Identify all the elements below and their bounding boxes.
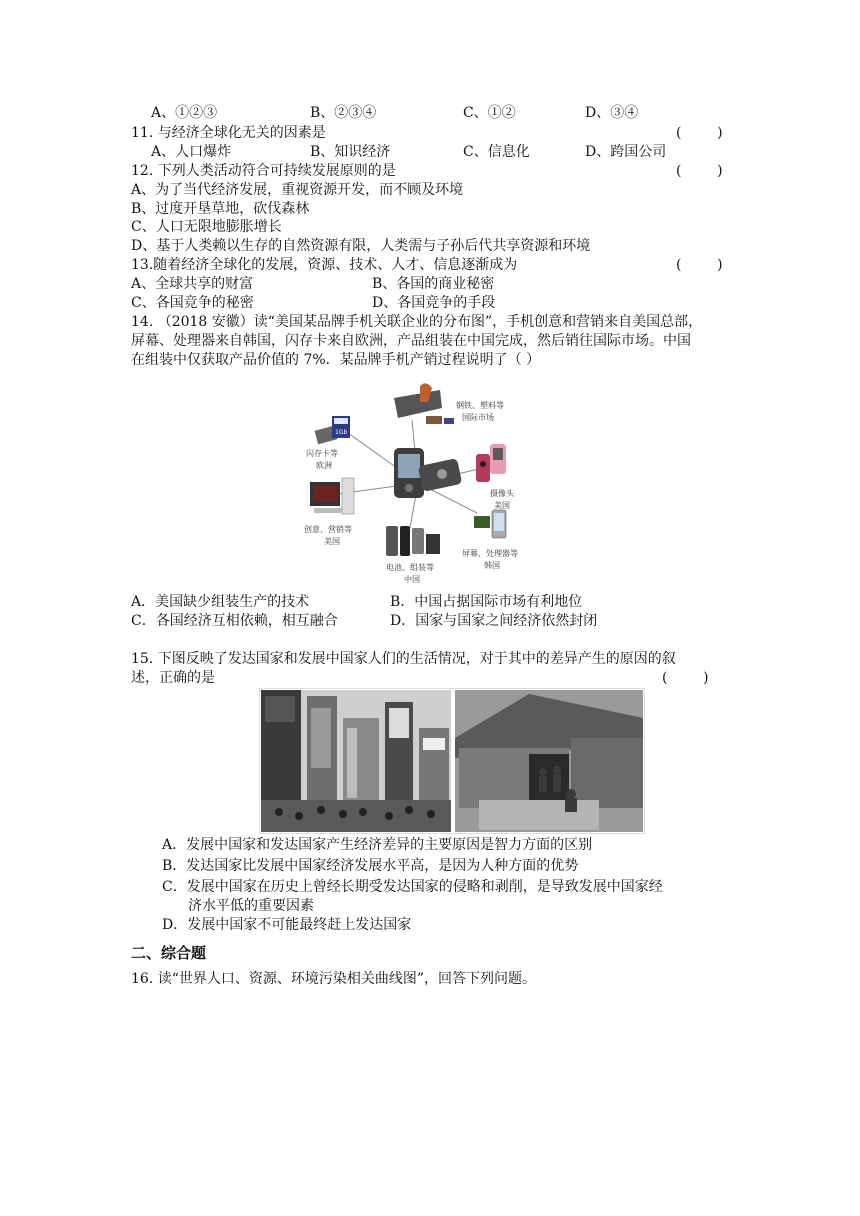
camera-phone-icon [476, 444, 506, 482]
q11-answer-paren: ( ) [676, 125, 723, 141]
q11-stem: 11. 与经济全球化无关的因素是 [131, 125, 326, 141]
screen-label-line-2: 韩国 [484, 561, 500, 570]
q15-option-b: B．发达国家比发展中国家经济发展水平高，是因为人种方面的优势 [162, 858, 579, 874]
q13-option-d: D、各国竞争的手段 [372, 295, 496, 311]
q12-answer-paren: ( ) [676, 163, 723, 179]
flash-card-icon [315, 416, 350, 444]
q12-option-b: B、过度开垦草地，砍伐森林 [131, 201, 310, 217]
q14-stem-line-3: 在组装中仅获取产品价值的 7%．某品牌手机产销过程说明了（ ） [131, 352, 541, 368]
screen-processor-icon [474, 510, 506, 538]
battery-label-line-1: 电池、组装等 [386, 563, 434, 572]
q13-option-a: A、全球共享的财富 [131, 276, 254, 292]
developed-vs-developing-photos [259, 688, 645, 834]
q14-stem-line-1: 14. （2018 安徽）读“美国某品牌手机关联企业的分布图”，手机创意和营销来自美国总部， [131, 314, 703, 330]
q12-option-a: A、为了当代经济发展，重视资源开发，而不顾及环境 [131, 182, 464, 198]
q14-option-a: A．美国缺少组装生产的技术 [131, 594, 310, 610]
screen-label-line-1: 屏幕、处理器等 [462, 549, 518, 558]
q11-option-c: C、信息化 [463, 144, 530, 160]
q13-stem: 13.随着经济全球化的发展，资源、技术、人才、信息逐渐成为 [131, 257, 518, 273]
design-label-line-1: 创意、营销等 [304, 525, 352, 534]
q10-option-b: B、②③④ [310, 105, 377, 121]
q10-option-a: A、①②③ [151, 105, 218, 121]
q14-option-c: C．各国经济互相依赖，相互融合 [131, 613, 338, 629]
q16-stem: 16. 读“世界人口、资源、环境污染相关曲线图”，回答下列问题。 [131, 971, 537, 987]
q13-answer-paren: ( ) [676, 257, 723, 273]
q13-option-b: B、各国的商业秘密 [372, 276, 495, 292]
q15-answer-paren: ( ) [662, 670, 709, 686]
city-street-photo [261, 690, 451, 832]
center-phone-icon [394, 448, 462, 498]
q14-option-b: B．中国占据国际市场有利地位 [390, 594, 583, 610]
q15-option-d: D．发展中国家不可能最终赶上发达国家 [162, 917, 412, 933]
q12-stem: 12. 下列人类活动符合可持续发展原则的是 [131, 163, 396, 179]
q15-stem-line-1: 15. 下图反映了发达国家和发展中国家人们的生活情况，对于其中的差异产生的原因的叙 [131, 651, 676, 667]
battery-label-line-2: 中国 [404, 575, 420, 584]
q15-option-c-line-1: C．发展中国家在历史上曾经长期受发达国家的侵略和剥削，是导致发展中国家经 [162, 879, 663, 895]
steel-label-line-2: 国际市场 [462, 413, 494, 422]
q13-option-c: C、各国竞争的秘密 [131, 295, 254, 311]
flash-label-line-2: 欧洲 [316, 461, 332, 470]
steel-plastic-icon [394, 383, 454, 424]
q10-option-d: D、③④ [585, 105, 639, 121]
q12-option-d: D、基于人类赖以生存的自然资源有限，人类需与子孙后代共享资源和环境 [131, 238, 591, 254]
q14-option-d: D．国家与国家之间经济依然封闭 [390, 613, 598, 629]
q15-stem-line-2: 述，正确的是 [131, 670, 215, 686]
camera-label-line-1: 摄像头 [490, 489, 514, 498]
camera-label-line-2: 美国 [494, 501, 510, 510]
steel-label-line-1: 钢铁、塑料等 [456, 401, 504, 410]
flash-label-line-1: 闪存卡等 [306, 449, 338, 458]
q11-option-b: B、知识经济 [310, 144, 391, 160]
sd-card-text: 1Gb [335, 429, 348, 436]
q11-option-d: D、跨国公司 [585, 144, 667, 160]
q15-option-c-line-2: 济水平低的重要因素 [188, 898, 314, 914]
phone-supply-chain-diagram [302, 378, 534, 588]
q15-option-a: A．发展中国家和发达国家产生经济差异的主要原因是智力方面的区别 [162, 837, 593, 853]
computer-icon [310, 478, 354, 514]
village-hut-photo [455, 690, 643, 832]
design-label-line-2: 美国 [324, 537, 340, 546]
q11-option-a: A、人口爆炸 [151, 144, 232, 160]
battery-assembly-icon [386, 526, 440, 556]
q14-stem-line-2: 屏幕、处理器来自韩国，闪存卡来自欧洲，产品组装在中国完成，然后销往国际市场。中国 [131, 333, 691, 349]
q12-option-c: C、人口无限地膨胀增长 [131, 219, 282, 235]
q10-option-c: C、①② [463, 105, 516, 121]
section-2-heading: 二、综合题 [131, 944, 207, 962]
